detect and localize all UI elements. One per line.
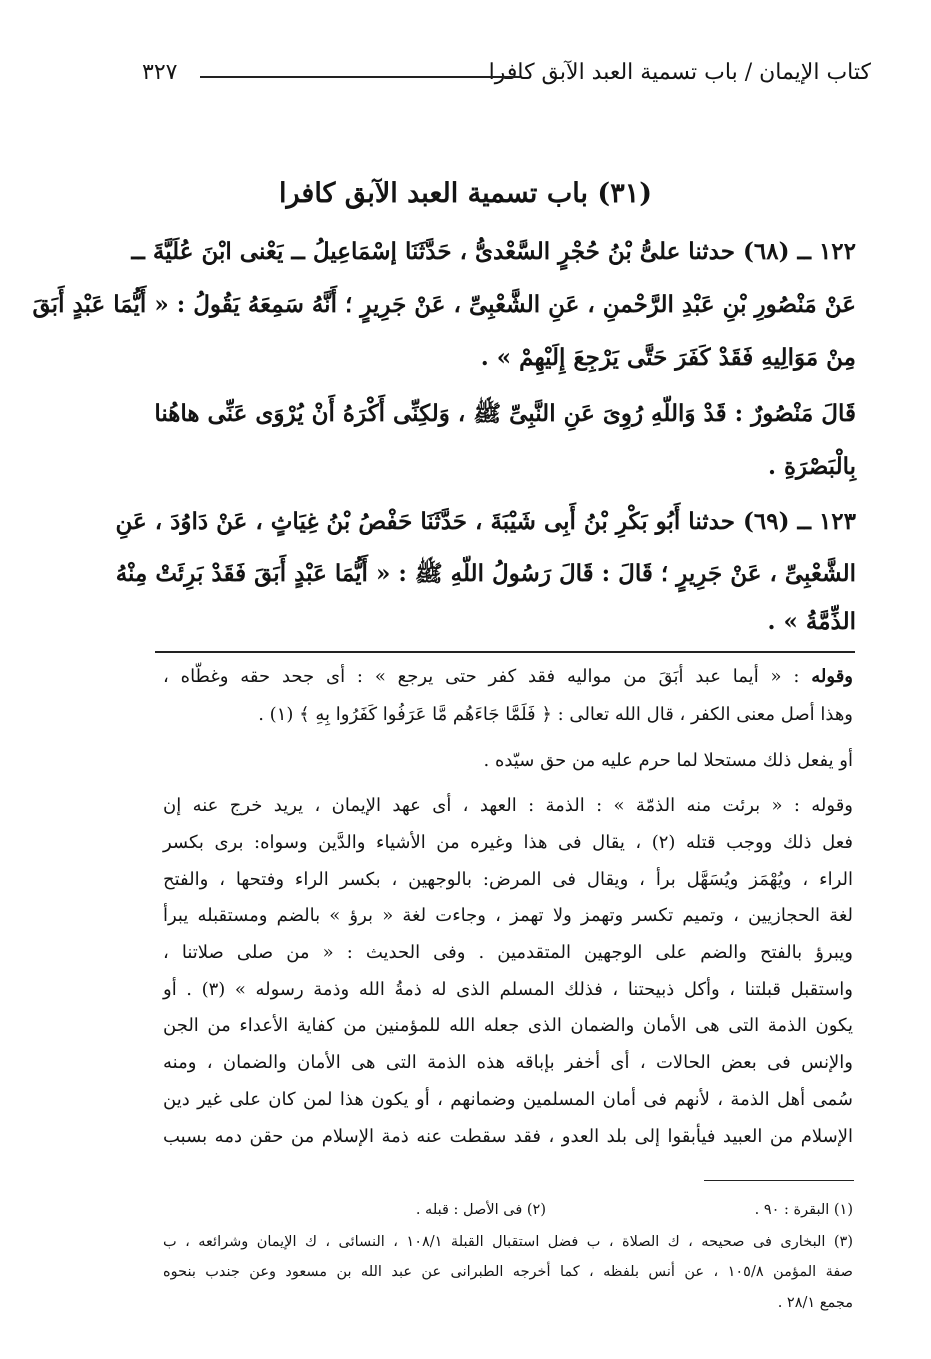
commentary-line: الإسلام من العبيد فيأبقوا إلى بلد العدو ، فقد سقطت عنه ذمة الإسلام من حقن دمه بسبب [163,1126,853,1147]
commentary-line: ويبرؤ بالفتح والضم على الوجهين المتقدمين . وفى الحديث : « من صلى صلاتنا ، [163,942,853,963]
hadith-line: ١٢٢ ــ (٦٨) حدثنا علىُّ بْنُ حُجْرٍ السَّعْدىُّ ، حَدَّثَنَا إسْمَاعِيلُ ــ يَعْنى ابْنَ عُلَيَّةَ ــ [131,238,856,265]
commentary-line: الراء ، ويُهْمَز ويُسَهَّل برأ ، ويقال فى المرض: بالوجهين ، بكسر الراء وفتحها ، والفتح [163,869,853,890]
commentary-line: وقوله : « برئت منه الذمّة » : الذمة : العهد ، أى عهد الإيمان ، يريد خرج عنه إن [163,795,853,816]
commentary-line: فعل ذلك ووجب قتله (٢) ، يقال فى هذا وغيره من الأشياء والدَّين وسواه: برى بكسر [163,832,853,853]
hadith-line: الشَّعْبِىِّ ، عَنْ جَرِيرٍ ؛ قَالَ : قَالَ رَسُولُ اللّهِ ﷺ : « أَيُّمَا عَبْدٍ أَبَقَ فَقَدْ بَرِئَتْ مِنْهُ [115,560,856,587]
commentary-line: والإنس فى بعض الحالات ، أى أخفر بإباقه هذه الذمة التى هى الأمان والضمان ، ومنه [163,1052,853,1073]
commentary-line: يكون الذمة التى هى الأمان والضمان الذى جعله الله للمؤمنين من كفاية الأعداء من الجن [163,1015,853,1036]
hadith-line: مِنْ مَوَالِيهِ فَقَدْ كَفَرَ حَتَّى يَرْجِعَ إِلَيْهِمْ » . [480,344,856,371]
page-number: ٣٢٧ [142,60,178,85]
footnote-3-line: مجمع ٢٨/١ . [777,1295,853,1311]
hadith-line: عَنْ مَنْصُورِ بْنِ عَبْدِ الرَّحْمنِ ، عَنِ الشَّعْبِىِّ ، عَنْ جَرِيرٍ ؛ أَنَّهُ سَمِعَهُ يَقُولُ : « أَيُّمَا عَبْدٍ أَبَقَ [32,291,856,318]
hadith-line: بِالْبَصْرَةِ . [767,453,856,480]
header-rule [200,76,520,78]
commentary-line [163,668,853,686]
footnote-divider [704,1180,854,1181]
section-divider [155,651,855,653]
chapter-title: (٣١) باب تسمية العبد الآبق كافرا [279,178,652,209]
footnote-3-line: صفة المؤمن ١٠٥/٨ ، عن أنس بلفظه ، كما أخرجه الطبرانى عن عبد الله بن مسعود وعن جندب بنحوه [163,1264,853,1280]
hadith-line: ١٢٣ ــ (٦٩) حدثنا أَبُو بَكْرِ بْنُ أَبِى شَيْبَةَ ، حَدَّثَنَا حَفْصُ بْنُ غِيَاثٍ ، عَنْ دَاوُدَ ، عَنِ [115,508,856,535]
commentary-line: أو يفعل ذلك مستحلا لما حرم عليه من حق سيّده . [483,750,853,771]
hadith-line: الذِّمَّةُ » . [767,608,856,635]
commentary-line: واستقبل قبلتنا ، وأكل ذبيحتنا ، فذلك المسلم الذى له ذمةُ الله وذمة رسوله » (٣) . أو [163,979,853,1000]
footnote-2: (٢) فى الأصل : قبله . [415,1202,546,1218]
commentary-line: وهذا أصل معنى الكفر ، قال الله تعالى : ﴿ فَلَمَّا جَاءَهُم مَّا عَرَفُوا كَفَرُوا بِهِ ﴾ (١) . [258,704,853,725]
footnote-1: (١) البقرة : ٩٠ . [754,1202,853,1218]
commentary-line: لغة الحجازيين ، وتميم تكسر وتهمز ولا تهمز ، وجاءت لغة « برؤ » بالضم ومستقبله يبرأ [163,905,853,926]
commentary-text: : « أيما عبد أبَقَ من مواليه فقد كفر حتى يرجع » : أى جحد حقه وغطّاه ، [163,666,812,687]
commentary-line: سُمى أهل الذمة ، لأنهم فى أمان المسلمين وضمانهم ، أو يكون هذا لمن كان على غير دين [163,1089,853,1110]
running-title: كتاب الإيمان / باب تسمية العبد الآبق كافرا [488,60,871,85]
hadith-line: قَالَ مَنْصُورٌ : قَدْ وَاللّهِ رُوِىَ عَنِ النَّبِىِّ ﷺ ، وَلكِنِّى أَكْرَهُ أَنْ يُرْوَى عَنِّى هاهُنا [154,400,856,427]
footnote-3-line: (٣) البخارى فى صحيحه ، ك الصلاة ، ب فضل استقبال القبلة ١٠٨/١ ، النسائى ، ك الإيمان وشرائعه ، ب [163,1234,853,1250]
commentary-keyword: وقوله [811,666,853,687]
